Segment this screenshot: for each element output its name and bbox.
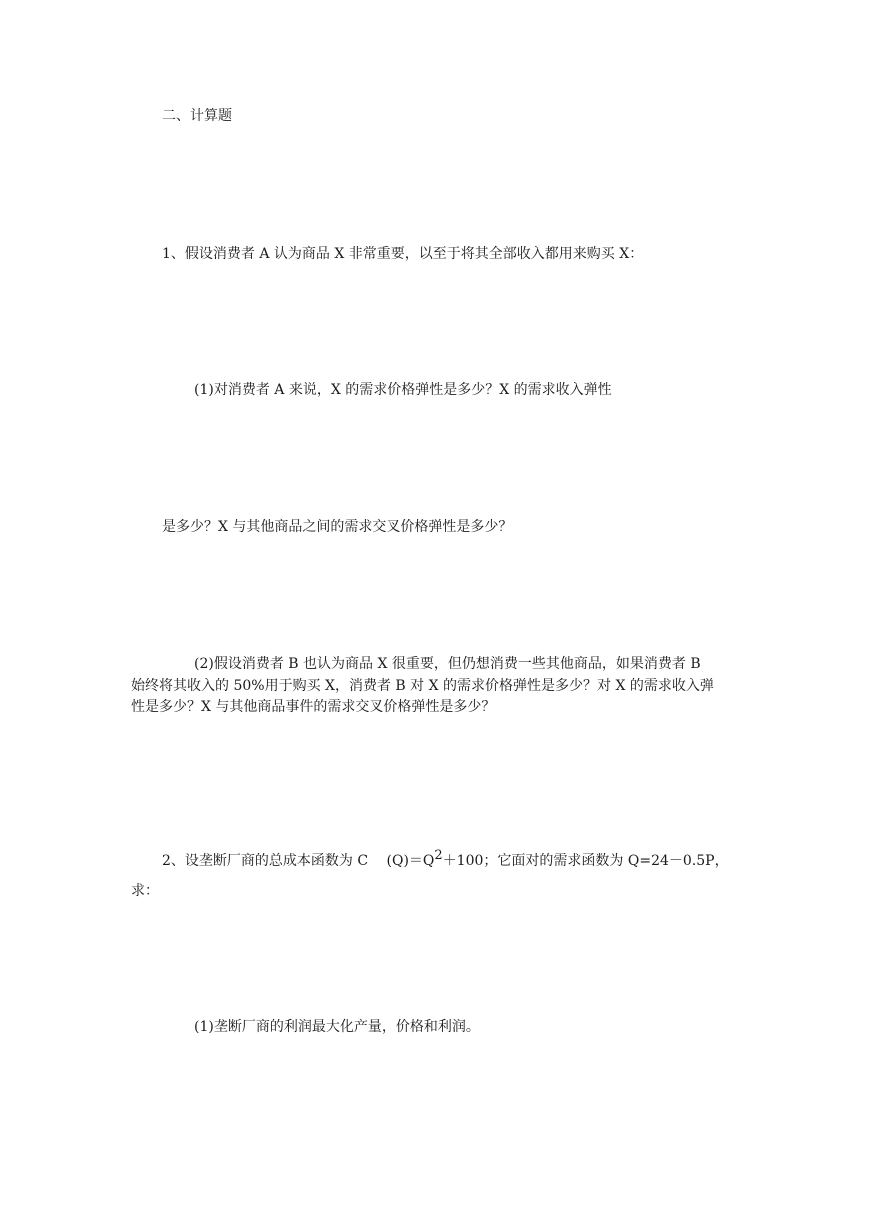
question-1-part-2-line-2: 始终将其收入的 50%用于购买 X，消费者 B 对 X 的需求价格弹性是多少？对 X 的需求收入弹 [131, 678, 714, 694]
question-1-part-2-line-1: (2)假设消费者 B 也认为商品 X 很重要，但仍想消费一些其他商品，如果消费者 B [194, 656, 701, 672]
question-2-part-1: (1)垄断厂商的利润最大化产量，价格和利润。 [194, 1019, 480, 1035]
question-1-stem: 1、假设消费者 A 认为商品 X 非常重要，以至于将其全部收入都用来购买 X： [162, 246, 644, 262]
question-2-stem-before-exponent: 2、设垄断厂商的总成本函数为 C (Q)＝Q [162, 853, 435, 869]
section-heading: 二、计算题 [162, 108, 232, 124]
question-1-part-2-line-3: 性是多少？X 与其他商品事件的需求交叉价格弹性是多少？ [131, 699, 496, 715]
question-1-part-1-line-1: (1)对消费者 A 来说，X 的需求价格弹性是多少？X 的需求收入弹性 [194, 382, 612, 398]
question-2-exponent: 2 [434, 848, 443, 863]
question-2-stem-line-1 [162, 848, 729, 872]
question-2-stem-after-exponent: ＋100；它面对的需求函数为 Q=24－0.5P， [442, 853, 729, 869]
question-2-stem-line-2: 求： [131, 883, 159, 899]
question-1-part-1-line-2: 是多少？X 与其他商品之间的需求交叉价格弹性是多少？ [162, 519, 513, 535]
